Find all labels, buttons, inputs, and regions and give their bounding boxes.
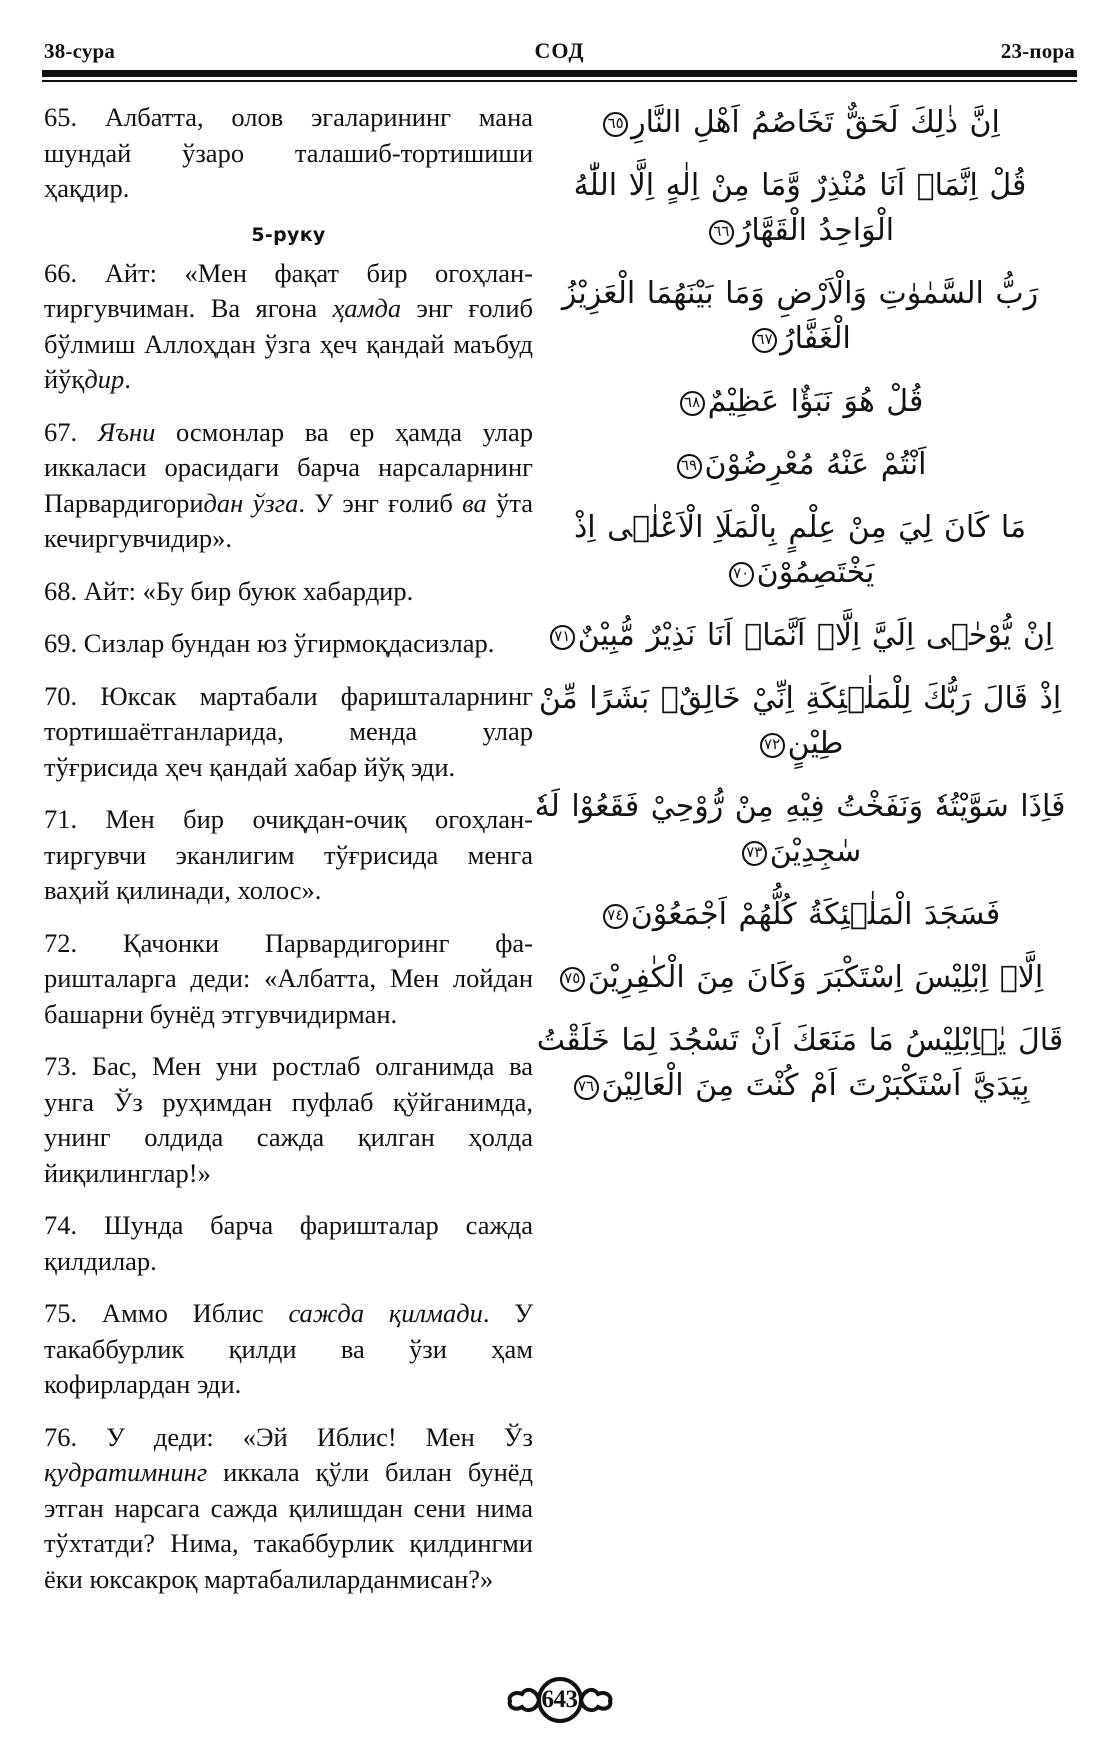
verse-68 bbox=[44, 574, 533, 610]
ayah-marker-67: ٦٧ bbox=[752, 328, 777, 353]
ayah-marker-73: ٧٣ bbox=[742, 841, 767, 866]
page-number: 643 bbox=[541, 1686, 578, 1713]
ayah-text-71: اِنْ يُّوْحٰۤى اِلَيَّ اِلَّاۤ اَنَّمَاۤ اَنَا نَذِيْرٌ مُّبِيْنٌ bbox=[577, 618, 1054, 653]
verse-text-70: Юксак мартабали фаришталарнинг тортишаётганларида, менда улар тўғрисида ҳеч қандай хабар йўқ эди. bbox=[44, 680, 534, 782]
verse-number-66: 66. bbox=[44, 257, 78, 288]
ayah-65 bbox=[533, 100, 1067, 145]
ayah-text-70: مَا كَانَ لِيَ مِنْ عِلْمٍ بِالْمَلَاِ الْاَعْلٰۤى اِذْ يَخْتَصِمُوْنَ bbox=[573, 510, 1027, 590]
verse-text-75: Аммо Иблис сажда қилмади. У такаббурлик қилди ва ўзи ҳам кофирлардан эди. bbox=[44, 1298, 533, 1399]
verse-71 bbox=[44, 802, 533, 909]
ayah-75 bbox=[533, 955, 1067, 1000]
verse-76 bbox=[44, 1420, 533, 1598]
verse-number-75: 75. bbox=[44, 1298, 78, 1328]
running-head-title: СОД bbox=[534, 38, 585, 63]
ayah-74 bbox=[533, 892, 1067, 937]
ayah-76 bbox=[533, 1018, 1067, 1108]
ayah-marker-72: ٧٢ bbox=[760, 733, 785, 758]
verse-number-72: 72. bbox=[44, 927, 78, 958]
verse-number-74: 74. bbox=[44, 1210, 78, 1240]
ruku-heading: 5-руку bbox=[251, 223, 326, 246]
ayah-67 bbox=[533, 271, 1067, 361]
verse-text-67: Яъни осмонлар ва ер ҳамда улар иккаласи орасидаги барча нарсаларнинг Парвардигоридан ўзга. У энг ғолиб ва ўта кечиргувчидир». bbox=[44, 416, 533, 553]
ayah-text-75: اِلَّاۤ اِبْلِيْسَ اِسْتَكْبَرَ وَكَانَ مِنَ الْكٰفِرِيْنَ bbox=[587, 960, 1044, 995]
ayah-72 bbox=[533, 676, 1067, 766]
ayah-66 bbox=[533, 163, 1067, 253]
ayah-marker-75: ٧٥ bbox=[560, 967, 585, 992]
ayah-text-67: رَبُّ السَّمٰوٰتِ وَالْاَرْضِ وَمَا بَيْنَهُمَا الْعَزِيْزُ الْغَفَّارُ bbox=[561, 276, 1039, 356]
ayah-marker-71: ٧١ bbox=[550, 625, 575, 650]
verse-65 bbox=[44, 100, 533, 207]
header-rule-thin bbox=[42, 80, 1077, 82]
verse-number-68: 68. bbox=[44, 575, 78, 606]
verse-69 bbox=[44, 626, 533, 662]
translation-column bbox=[40, 100, 533, 1614]
header-rule-thick bbox=[42, 70, 1077, 77]
verse-73 bbox=[44, 1049, 533, 1191]
ayah-marker-69: ٦٩ bbox=[677, 454, 702, 479]
ayah-text-74: فَسَجَدَ الْمَلٰۤئِكَةُ كُلُّهُمْ اَجْمَعُوْنَ bbox=[630, 897, 1001, 932]
arabic-column bbox=[533, 100, 1073, 1126]
ayah-73 bbox=[533, 784, 1067, 874]
verse-number-71: 71. bbox=[44, 804, 78, 834]
folio-ornament-icon bbox=[496, 1671, 624, 1729]
ayah-marker-70: ٧٠ bbox=[729, 562, 754, 587]
verse-number-67: 67. bbox=[44, 416, 78, 447]
ayah-text-73: فَاِذَا سَوَّيْتُهٗ وَنَفَخْتُ فِيْهِ مِنْ رُّوْحِيْ فَقَعُوْا لَهٗ سٰجِدِيْنَ bbox=[534, 789, 1066, 869]
verse-number-76: 76. bbox=[44, 1421, 78, 1452]
ayah-text-76: قَالَ يٰۤاِبْلِيْسُ مَا مَنَعَكَ اَنْ تَسْجُدَ لِمَا خَلَقْتُ بِيَدَيَّ اَسْتَكْبَرْتَ اَمْ كُنْتَ مِنَ الْعَالِيْنَ bbox=[536, 1023, 1064, 1103]
verse-text-76: У деди: «Эй Иблис! Мен Ўз қудратимнинг иккала қўли билан бунёд этган нарсага сажда қилишдан сени нима тўхтатди? Нима, такаббурлик қилдингми ёки юксакроқ мартабалиларданмисан?» bbox=[44, 1421, 534, 1594]
verse-number-70: 70. bbox=[44, 680, 78, 711]
verse-74 bbox=[44, 1208, 533, 1279]
ayah-marker-66: ٦٦ bbox=[709, 220, 734, 245]
ayah-text-68: قُلْ هُوَ نَبَؤٌا عَظِيْمٌ bbox=[707, 384, 924, 419]
verse-text-69: Сизлар бундан юз ўгирмоқдасизлар. bbox=[83, 628, 495, 658]
verse-text-74: Шунда барча фаришталар сажда қилдилар. bbox=[44, 1210, 534, 1276]
verse-67 bbox=[44, 415, 533, 557]
verse-text-66: Айт: «Мен фақат бир огоҳлантиргувчиман. Ва ягона ҳамда энг ғолиб бўлмиш Аллоҳдан ўзга ҳеч қандай маъбуд йўқдир. bbox=[44, 257, 533, 394]
verse-text-71: Мен бир очиқдан-очиқ огоҳлантиргувчи эканлигим тўғрисида менга ваҳий қилинади, холос». bbox=[44, 804, 533, 905]
folio bbox=[0, 1671, 1119, 1729]
ayah-text-72: اِذْ قَالَ رَبُّكَ لِلْمَلٰۤئِكَةِ اِنِّيْ خَالِقٌۢ بَشَرًا مِّنْ طِيْنٍ bbox=[538, 681, 1062, 761]
ayah-69 bbox=[533, 442, 1067, 487]
ayah-marker-65: ٦٥ bbox=[603, 112, 628, 137]
verse-text-65: Албатта, олов эгаларининг мана шундай ўзаро талашиб-тортишиши ҳақдир. bbox=[44, 102, 534, 203]
ayah-marker-76: ٧٦ bbox=[574, 1075, 599, 1100]
verse-number-73: 73. bbox=[44, 1051, 78, 1081]
verse-text-68: Айт: «Бу бир буюк хабардир. bbox=[83, 575, 414, 606]
ayah-71 bbox=[533, 613, 1067, 658]
verse-text-73: Бас, Мен уни ростлаб олганимда ва унга Ўз руҳимдан пуфлаб қўйганимда, унинг олдида сажда қилган ҳолда йиқилинглар!» bbox=[44, 1051, 533, 1188]
running-head bbox=[40, 38, 1079, 70]
ayah-marker-68: ٦٨ bbox=[680, 391, 705, 416]
ayah-marker-74: ٧٤ bbox=[603, 904, 628, 929]
verse-70 bbox=[44, 679, 533, 786]
ayah-68 bbox=[533, 379, 1067, 424]
verse-66 bbox=[44, 256, 533, 398]
running-head-surah: 38-сура bbox=[44, 39, 116, 63]
ayah-text-69: اَنْتُمْ عَنْهُ مُعْرِضُوْنَ bbox=[704, 447, 927, 482]
ayah-text-66: قُلْ اِنَّمَاۤ اَنَا مُنْذِرٌ وَّمَا مِنْ اِلٰهٍ اِلَّا اللّٰهُ الْوَاحِدُ الْقَهَّارُ bbox=[573, 168, 1027, 248]
ayah-70 bbox=[533, 505, 1067, 595]
ayah-text-65: اِنَّ ذٰلِكَ لَحَقٌّ تَخَاصُمُ اَهْلِ النَّارِ bbox=[631, 105, 1000, 140]
verse-75 bbox=[44, 1296, 533, 1403]
verse-text-72: Қачонки Парвардигоринг фаришталарга деди: «Албатта, Мен лойдан башарни бунёд этгувчидирман. bbox=[44, 927, 533, 1029]
verse-number-65: 65. bbox=[44, 102, 78, 132]
verse-number-69: 69. bbox=[44, 628, 78, 658]
verse-72 bbox=[44, 926, 533, 1033]
page-columns bbox=[40, 100, 1079, 1614]
running-head-juz: 23-пора bbox=[1000, 39, 1075, 63]
